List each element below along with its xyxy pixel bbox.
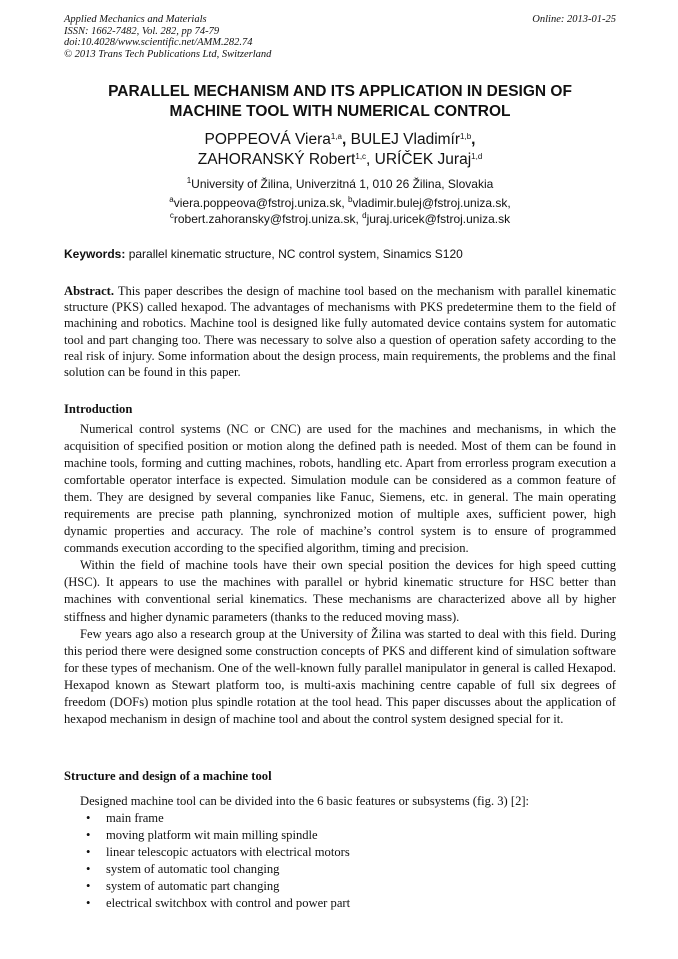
affiliation-sup: 1: [186, 176, 192, 185]
page-header: [64, 14, 616, 60]
abstract-label: Abstract.: [64, 284, 115, 298]
abstract-text: This paper describes the design of machine tool based on the mechanism with parallel kinematic structure (PKS) called hexapod. The advantages of mechanisms with PKS predetermine them to the field of machining and robotics. Machine tool is designed like fully automated device contains system for automatic tool and part changing too. There was necessary to solve also a question of operation safety according to the real risk of injury. Some information about the design process, main requirements, the problems and the final solution can be found in this paper.: [64, 284, 617, 380]
paragraph: Few years ago also a research group at the University of Žilina was started to deal with this field. During this period there were designed some construction concepts of PKS and different kind of simulation software for these types of mechanism. One of the well-known fully parallel manipulator in general is called Hexapod. Hexapod known as Stewart platform too, is multi-axis machining centre capable of full six degrees of freedom (DOFs) motion plus spindle rotation at the tool head. This paper discusses about the application of hexapod mechanism in design of machine tool and about the control system designed special for it.: [64, 626, 616, 726]
list-item: • system of automatic tool changing: [86, 862, 280, 876]
introduction-body: [64, 421, 616, 728]
keywords-text: parallel kinematic structure, NC control system, Sinamics S120: [128, 247, 463, 261]
journal-name: Applied Mechanics and Materials: [64, 14, 207, 25]
emails-line-2: [64, 211, 616, 227]
affiliation-text: University of Žilina, Univerzitná 1, 010 26 Žilina, Slovakia: [191, 177, 494, 191]
authors-line-1: POPPEOVÁ Viera$^{1,a}$, BULEJ Vladimír$^{1,b}$,: [204, 131, 476, 148]
paper-title: [64, 82, 616, 122]
paragraph: Numerical control systems (NC or CNC) are used for the machines and mechanisms, in which the acquisition of specified position or motion along the defined path is needed. Most of them can be found in machine tools, forming and cutting machines, robots, handling etc. Apart from errorless program execution a comfortable operator interface is expected. Simulation module can be considered as a common feature of them. They are designed by several companies like Fanuc, Siemens, etc. in general. The main operating requirements are precise path planning, synchronized motion of multiple axes, sufficient power, high dynamic properties and accuracy. The role of machine’s control system is to ensure of programmed commands execution according to the specified algorithm, timing and precision.: [64, 422, 616, 556]
online-date: Online: 2013-01-25: [532, 14, 616, 25]
introduction-heading: Introduction: [64, 402, 133, 416]
bullet: •: [86, 845, 91, 859]
issn-line: ISSN: 1662-7482, Vol. 282, pp 74-79: [64, 25, 220, 37]
emails-line-1: [64, 195, 616, 211]
copyright-line: © 2013 Trans Tech Publications Ltd, Switzerland: [64, 48, 272, 60]
bullet: •: [86, 828, 91, 842]
author-list: [64, 130, 616, 170]
list-item: • system of automatic part changing: [86, 879, 280, 893]
list-item: • electrical switchbox with control and power part: [86, 896, 351, 910]
list-item: • linear telescopic actuators with electrical motors: [86, 845, 350, 859]
email-link[interactable]: robert.zahoransky@fstroj.uniza.sk,: [173, 212, 359, 226]
subsystem-list: [64, 810, 350, 912]
keywords: [64, 246, 616, 262]
structure-heading: Structure and design of a machine tool: [64, 769, 272, 783]
title-line-1: PARALLEL MECHANISM AND ITS APPLICATION IN DESIGN OF: [108, 83, 572, 100]
list-item: • moving platform wit main milling spindle: [86, 828, 318, 842]
author-name: POPPEOVÁ Viera: [204, 131, 331, 148]
authors-line-2: ZAHORANSKÝ Robert$^{1,c}$, URÍČEK Juraj$^{1,d}$: [197, 151, 483, 168]
paragraph: Within the field of machine tools have their own special position the devices for high speed cutting (HSC). It appears to use the machines with parallel or hybrid kinematic structure for HSC better than machines with conventional serial kinematics. These mechanisms are characterized above all by higher stiffness and higher dynamic parameters (thanks to the reduced moving mass).: [64, 558, 616, 624]
keywords-label: Keywords:: [64, 247, 126, 261]
title-line-2: MACHINE TOOL WITH NUMERICAL CONTROL: [169, 103, 511, 120]
author-name: URÍČEK Juraj: [374, 151, 472, 168]
bullet: •: [86, 879, 91, 893]
doi-line: doi:10.4028/www.scientific.net/AMM.282.74: [64, 37, 253, 48]
email-sup: c: [169, 211, 174, 220]
email-sup: d: [362, 211, 367, 220]
author-emails: [64, 195, 616, 227]
author-sup: 1,b: [460, 132, 472, 141]
author-sup: 1,d: [471, 152, 483, 161]
abstract: [64, 283, 616, 380]
bullet: •: [86, 896, 91, 910]
author-sup: 1,a: [330, 132, 342, 141]
email-link[interactable]: viera.poppeova@fstroj.uniza.sk,: [173, 196, 345, 210]
email-sup: a: [169, 195, 174, 204]
email-link[interactable]: juraj.uricek@fstroj.uniza.sk: [366, 212, 511, 226]
email-sup: b: [348, 195, 353, 204]
author-name: BULEJ Vladimír: [350, 131, 461, 148]
bullet: •: [86, 862, 91, 876]
author-sup: 1,c: [355, 152, 367, 161]
structure-intro: Designed machine tool can be divided into the 6 basic features or subsystems (fig. 3) [2]:: [80, 794, 530, 808]
list-item: • main frame: [86, 811, 164, 825]
bullet: •: [86, 811, 91, 825]
email-link[interactable]: vladimir.bulej@fstroj.uniza.sk,: [352, 196, 511, 210]
author-name: ZAHORANSKÝ Robert: [197, 151, 356, 168]
affiliation: [64, 176, 616, 192]
